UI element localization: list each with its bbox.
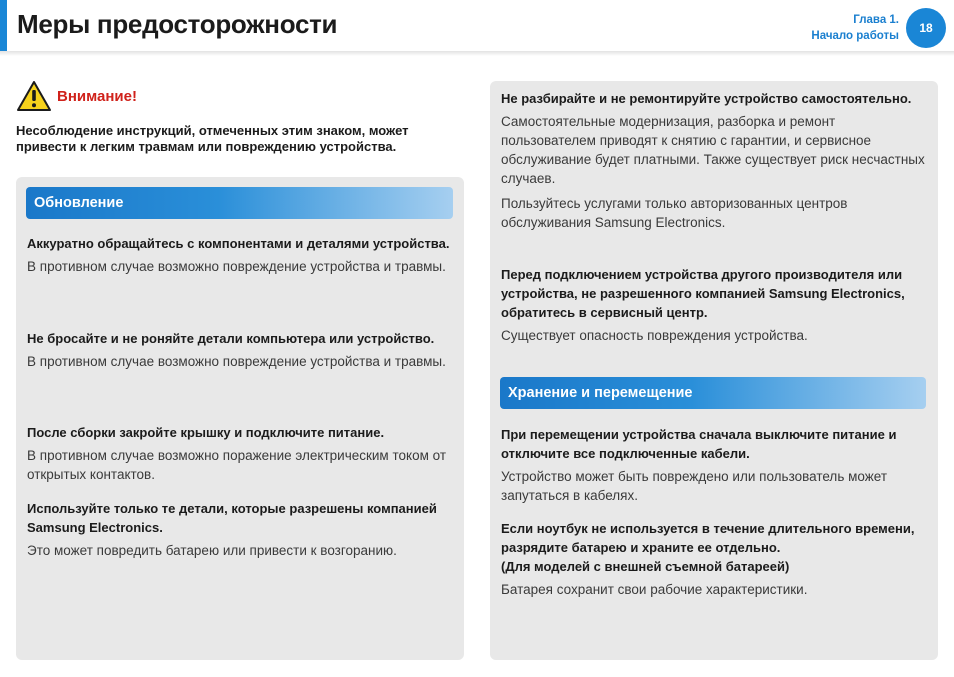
item-text: Это может повредить батарею или привести к возгоранию. [27,543,397,558]
header-divider [0,51,954,56]
list-item [501,89,931,232]
list-item [501,265,931,345]
list-item [27,423,452,484]
item-text: В противном случае возможно повреждение устройства и травмы. [27,354,446,369]
item-title: Не бросайте и не роняйте детали компьютера или устройство. [27,331,435,346]
item-text: Устройство может быть повреждено или пользователь может запутаться в кабелях. [501,469,888,503]
page-header [0,0,954,56]
item-text: В противном случае возможно повреждение устройства и травмы. [27,259,446,274]
item-text: Батарея сохранит свои рабочие характеристики. [501,582,808,597]
item-text: Самостоятельные модернизация, разборка и ремонт пользователем приводят к снятию с гарантии, и сервисное обслуживание будет платными. Также существует риск несчастных случаев. [501,114,925,186]
item-title: Если ноутбук не используется в течение длительного времени, разрядите батарею и храните ее отдельно. [501,521,915,555]
item-text: В противном случае возможно поражение электрическим током от открытых контактов. [27,448,447,482]
section-header-storage: Хранение и перемещение [500,377,926,409]
page-number-badge: 18 [906,8,946,48]
list-item [27,234,452,276]
item-title: Используйте только те детали, которые разрешены компанией Samsung Electronics. [27,501,437,535]
item-title: Аккуратно обращайтесь с компонентами и деталями устройства. [27,236,450,251]
chapter-title: Начало работы [811,30,899,42]
warning-text: Несоблюдение инструкций, отмеченных этим знаком, может привести к легким травмам или повреждению устройства. [16,123,409,154]
chapter-number: Глава 1. [853,14,899,26]
upgrade-panel [16,177,464,660]
header-accent-bar [0,0,7,52]
list-item [27,329,452,371]
item-subtitle: (Для моделей с внешней съемной батареей) [501,559,790,574]
warning-title: Внимание! [57,88,137,105]
item-title: При перемещении устройства сначала выключите питание и отключите все подключенные кабели. [501,427,897,461]
list-item [501,425,926,505]
chapter-label [811,12,899,44]
item-text: Пользуйтесь услугами только авторизованных центров обслуживания Samsung Electronics. [501,196,848,230]
warning-icon [16,80,52,112]
list-item [501,519,931,599]
list-item [27,499,452,560]
item-title: Перед подключением устройства другого производителя или устройства, не разрешенного компанией Samsung Electronics, обратитесь в сервисный центр. [501,267,905,320]
page-title: Меры предосторожности [17,9,338,39]
section-header-upgrade: Обновление [26,187,453,219]
item-text: Существует опасность повреждения устройства. [501,328,808,343]
item-title: После сборки закройте крышку и подключите питание. [27,425,385,440]
right-panel [490,81,938,660]
item-title: Не разбирайте и не ремонтируйте устройство самостоятельно. [501,91,912,106]
